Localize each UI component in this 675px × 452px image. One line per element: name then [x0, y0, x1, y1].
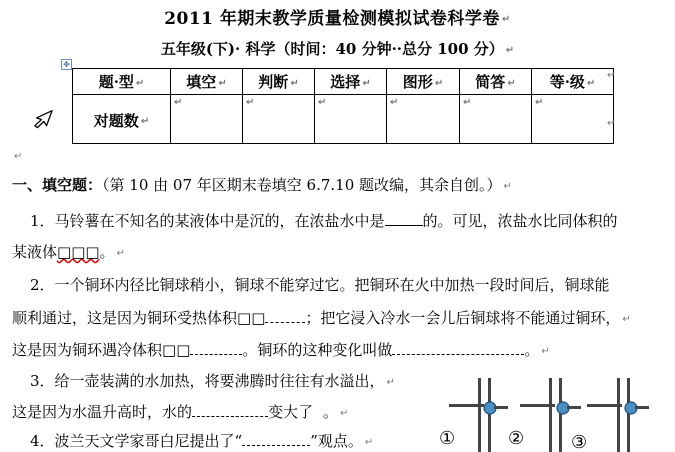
answer-blank[interactable] [242, 435, 310, 446]
answer-blank[interactable] [392, 340, 524, 355]
header-cell[interactable]: 题·型 ↵ [73, 69, 171, 95]
score-cell[interactable]: ↵ [532, 95, 614, 144]
header-cell[interactable]: 选择 ↵ [315, 69, 387, 95]
header-cell[interactable]: 填空 ↵ [171, 69, 243, 95]
header-cell[interactable]: 简答 ↵ [460, 69, 532, 95]
document-subtitle [0, 38, 675, 59]
score-table-count-row [73, 95, 614, 144]
subtitle-text: 五年级(下)· 科学（时间：40 分钟··总分 100 分） [160, 40, 504, 58]
document-title [0, 4, 675, 29]
score-table [72, 68, 614, 144]
figure-label: ② [508, 428, 525, 449]
table-move-handle-icon[interactable]: ✥ [61, 59, 72, 70]
row-label-cell[interactable]: 对题数 ↵ [73, 95, 171, 144]
answer-blank[interactable] [192, 402, 268, 417]
score-table-header-row [73, 69, 614, 95]
section-title: 一、填空题： [12, 176, 103, 194]
question-2-line-3: 这是因为铜环遇冷体积□□ 。铜环的这种变化叫做 。 ↵ [12, 341, 550, 359]
answer-blank[interactable] [265, 308, 305, 323]
figure-panel-1 [439, 378, 508, 452]
paragraph-mark: ↵ [501, 14, 511, 25]
paragraph-mark: ↵ [505, 44, 515, 56]
answer-boxes[interactable]: □□□ [57, 243, 100, 261]
question-1-line-1: 1．马铃薯在不知名的某液体中是沉的，在浓盐水中是 的。可见，浓盐水比同体积的 [30, 212, 618, 230]
mouse-cursor-icon [33, 106, 53, 132]
figure-label: ① [439, 428, 456, 449]
score-cell[interactable]: ↵ [387, 95, 460, 144]
answer-boxes[interactable]: □□ [237, 309, 266, 327]
question-2-line-2: 顺利通过，这是因为铜环受热体积□□ ；把它浸入冷水一会儿后铜球将不能通过铜环， ↵ [12, 309, 631, 327]
answer-boxes[interactable]: □□ [162, 341, 191, 359]
question-2-line-1: 2．一个铜环内径比铜球稍小，铜球不能穿过它。把铜环在火中加热一段时间后，铜球能 [30, 276, 610, 294]
header-cell[interactable]: 判断 ↵ [243, 69, 315, 95]
figure-panel-3 [571, 378, 649, 452]
section-note: （第 10 由 07 年区期末卷填空 6.7.10 题改编，其余自创。） [102, 176, 502, 194]
question-1-line-2: 某液体□□□。 ↵ [12, 243, 125, 261]
score-cell[interactable]: ↵ [315, 95, 387, 144]
title-text: 2011 年期末教学质量检测模拟试卷科学卷 [164, 9, 500, 29]
header-cell[interactable]: 图形 ↵ [387, 69, 460, 95]
row-end-mark: ↵ [607, 118, 616, 129]
row-end-mark: ↵ [607, 70, 616, 81]
figure-label: ③ [571, 432, 588, 452]
section-heading: 一、填空题：（第 10 由 07 年区期末卷填空 6.7.10 题改编，其余自创。） ↵ [12, 176, 512, 194]
question-3-line-2: 这是因为水温升高时，水的 变大了 。 ↵ [12, 403, 349, 421]
question-3-line-1: 3．给一壶装满的水加热，将要沸腾时往往有水溢出， ↵ [30, 372, 395, 390]
answer-blank[interactable] [190, 340, 242, 355]
score-cell[interactable]: ↵ [171, 95, 243, 144]
paragraph-mark: ↵ [14, 151, 23, 162]
score-cell[interactable]: ↵ [460, 95, 532, 144]
answer-blank[interactable] [385, 211, 423, 226]
score-cell[interactable]: ↵ [243, 95, 315, 144]
ring-ball-figure [432, 378, 652, 452]
header-cell[interactable]: 等·级 ↵ [532, 69, 614, 95]
question-4-line-1: 4．波兰天文学家哥白尼提出了“ ”观点。 ↵ [30, 432, 374, 450]
